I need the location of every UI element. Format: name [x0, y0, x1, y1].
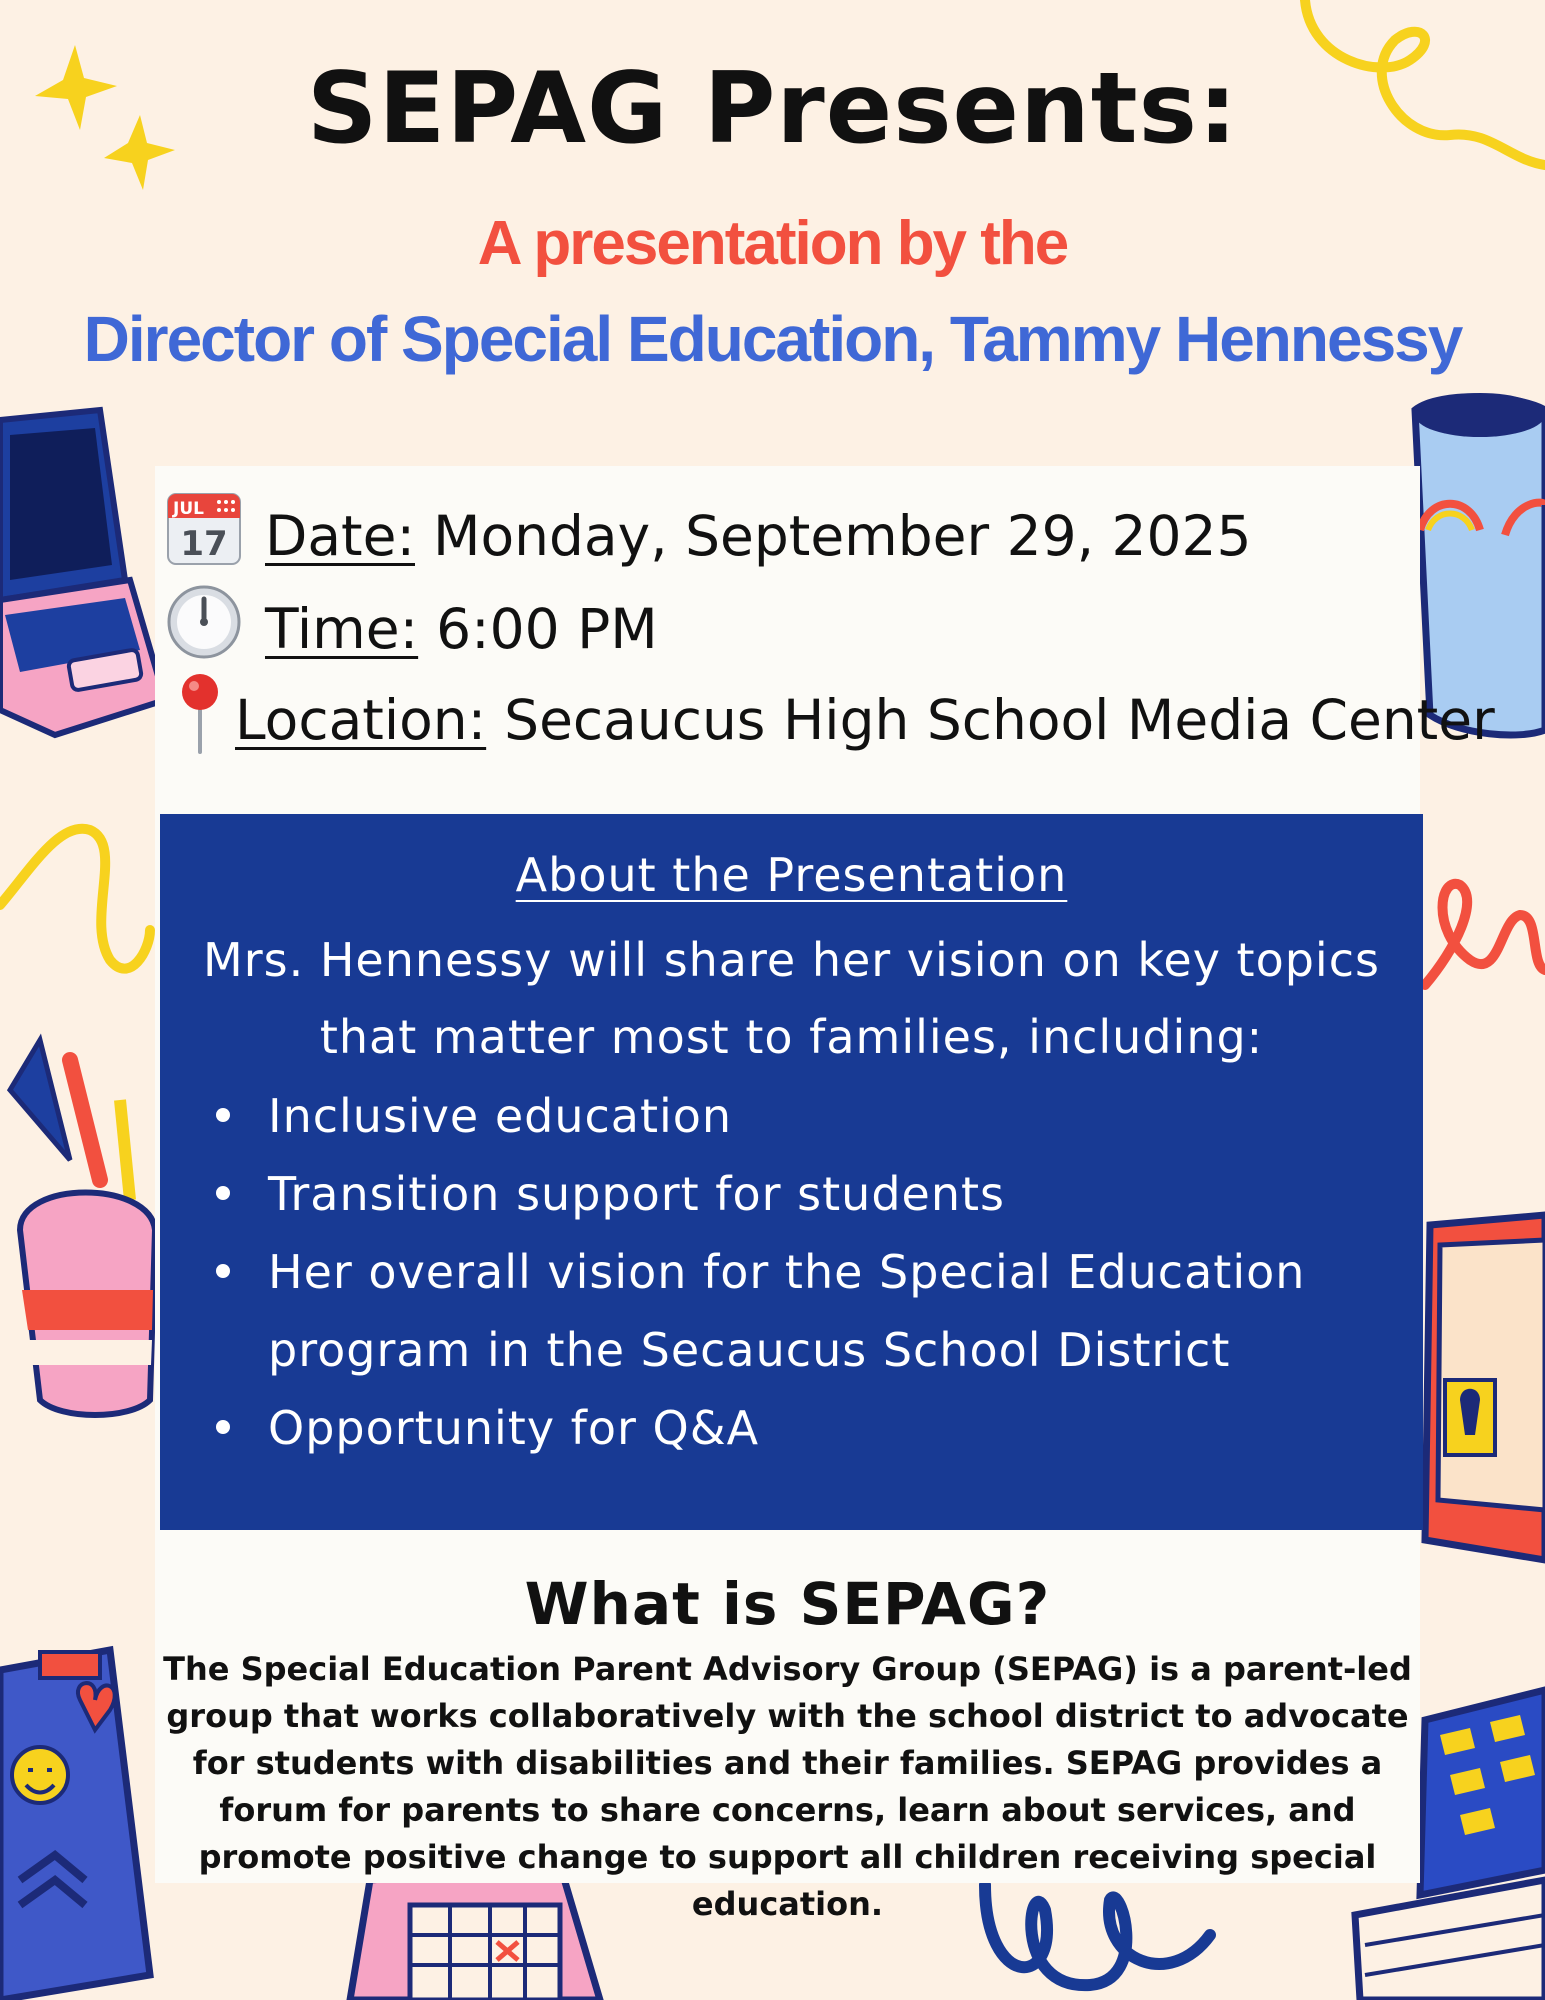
- list-item: Her overall vision for the Special Education program in the Secaucus School District: [268, 1233, 1388, 1389]
- date-value: Monday, September 29, 2025: [433, 503, 1252, 568]
- laptop-icon: [0, 410, 165, 735]
- time-label: Time:: [265, 596, 419, 661]
- page-title: SEPAG Presents:: [306, 52, 1239, 166]
- about-title: About the Presentation: [515, 848, 1068, 902]
- list-item: Inclusive education: [268, 1077, 1388, 1155]
- book-icon: [0, 1650, 150, 2000]
- subtitle-director-name: Director of Special Education, Tammy Hennessy: [83, 303, 1462, 375]
- pencil-cup-icon: [10, 1040, 155, 1415]
- squiggle-red-right: [1425, 884, 1545, 985]
- about-panel: [160, 814, 1423, 1530]
- notebook-icon: [1425, 1215, 1545, 1560]
- pushpin-icon: [175, 672, 225, 767]
- calendar-icon: [165, 490, 243, 581]
- time-value: 6:00 PM: [436, 596, 658, 661]
- location-label: Location:: [235, 687, 487, 752]
- calendar-icon-day: 17: [180, 524, 228, 564]
- about-intro: Mrs. Hennessy will share her vision on key topics that matter most to families, including:: [203, 933, 1380, 1064]
- time-row: [165, 583, 658, 674]
- clock-icon: [165, 583, 243, 674]
- date-row: [165, 490, 1252, 581]
- what-is-sepag-heading: What is SEPAG?: [524, 1570, 1051, 1638]
- list-item: Transition support for students: [268, 1155, 1388, 1233]
- squiggle-yellow-left: [0, 829, 150, 969]
- list-item: Opportunity for Q&A: [268, 1389, 1388, 1467]
- location-value: Secaucus High School Media Center: [504, 687, 1495, 752]
- calendar-icon-month: JUL: [173, 499, 204, 519]
- date-label: Date:: [265, 503, 415, 568]
- topics-list: [268, 1077, 1388, 1467]
- what-is-sepag-body: The Special Education Parent Advisory Group (SEPAG) is a parent-led group that works collaboratively with the school district to advocate for students with disabilities and their families. SEPAG provides a forum for parents to share concerns, learn about services, and promote positive change to support all children receiving special education.: [163, 1650, 1412, 1923]
- subtitle-presentation-by: A presentation by the: [477, 209, 1068, 278]
- location-row: [175, 672, 1495, 767]
